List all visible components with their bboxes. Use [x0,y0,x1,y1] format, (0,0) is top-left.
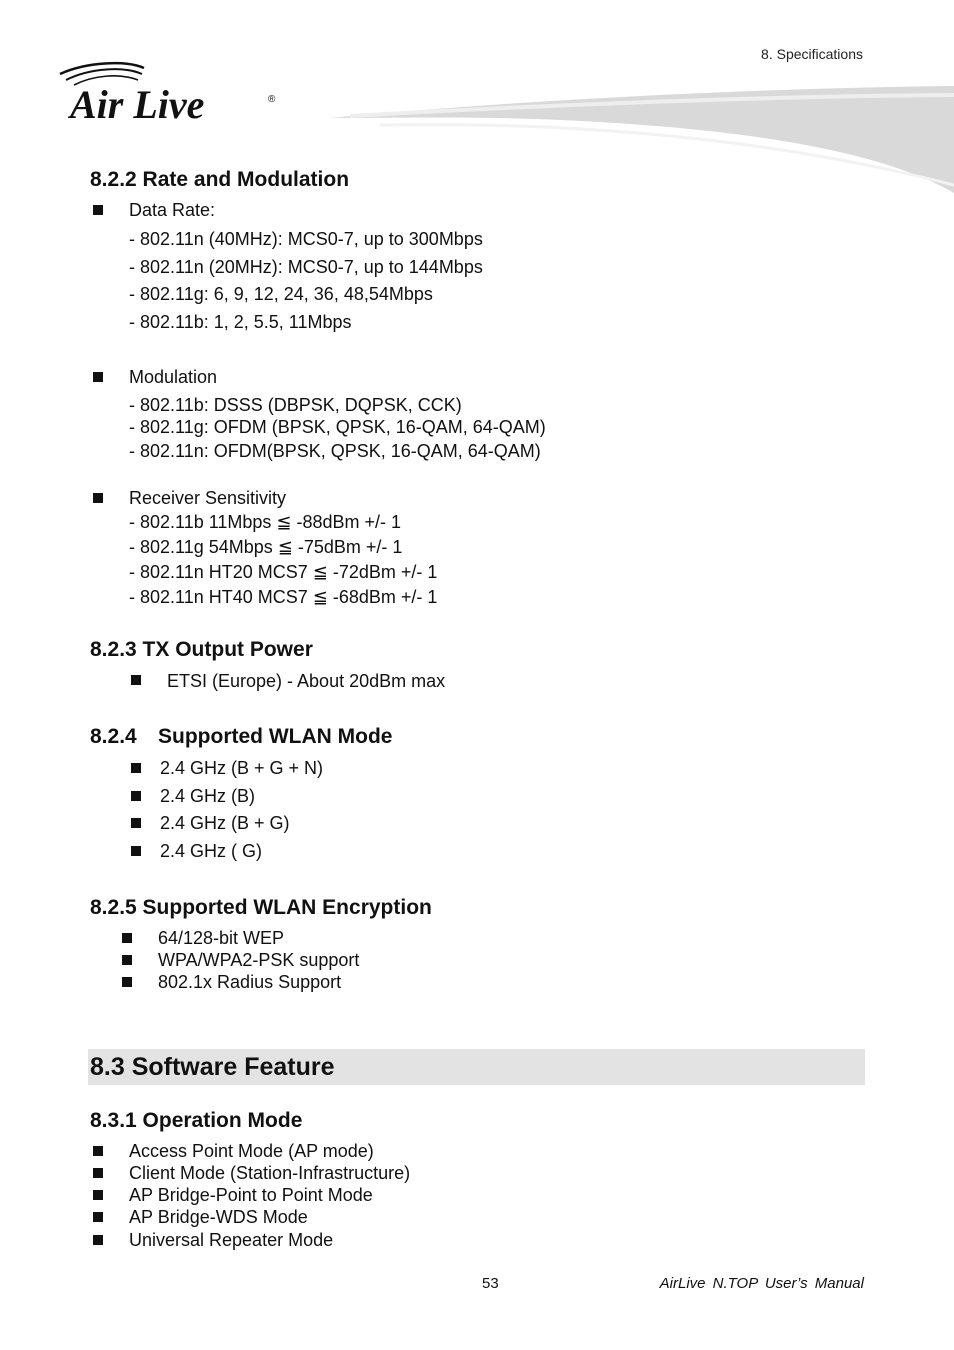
operation-mode-item: AP Bridge-WDS Mode [129,1207,308,1227]
bullet-square [122,955,132,965]
encryption-item: WPA/WPA2-PSK support [158,950,360,970]
modulation-item: - 802.11n: OFDM(BPSK, QPSK, 16-QAM, 64-QAM) [129,441,541,461]
data-rate-item: - 802.11n (40MHz): MCS0-7, up to 300Mbps [129,229,483,249]
data-rate-label: Data Rate: [129,200,216,220]
modulation-label: Modulation [129,367,218,387]
bullet-square [122,977,132,987]
operation-mode-item: Universal Repeater Mode [129,1230,334,1250]
sensitivity-label: Receiver Sensitivity [129,488,287,508]
sensitivity-item: - 802.11g 54Mbps ≦ -75dBm +/- 1 [129,537,403,557]
bullet-square [131,846,141,856]
encryption-item: 64/128-bit WEP [158,928,285,948]
sensitivity-item: - 802.11n HT40 MCS7 ≦ -68dBm +/- 1 [129,587,438,607]
heading-8-3-1: 8.3.1 Operation Mode [90,1109,303,1132]
modulation-item: - 802.11g: OFDM (BPSK, QPSK, 16-QAM, 64-QAM) [129,417,546,437]
bullet-square [93,1146,103,1156]
heading-8-2-4: Supported WLAN Mode [158,725,393,748]
modulation-item: - 802.11b: DSSS (DBPSK, DQPSK, CCK) [129,395,462,415]
bullet-square [122,933,132,943]
sensitivity-item: - 802.11n HT20 MCS7 ≦ -72dBm +/- 1 [129,562,438,582]
data-rate-item: - 802.11n (20MHz): MCS0-7, up to 144Mbps [129,257,483,277]
page-number: 53 [482,1275,499,1292]
data-rate-item: - 802.11g: 6, 9, 12, 24, 36, 48,54Mbps [129,284,433,304]
bullet-square [93,1190,103,1200]
logo-swoosh-icon [56,60,286,130]
bullet-square [93,1235,103,1245]
heading-8-2-3: 8.2.3 TX Output Power [90,638,313,661]
heading-8-2-2: 8.2.2 Rate and Modulation [90,168,350,191]
manual-title: AirLive N.TOP User’s Manual [659,1275,864,1292]
bullet-square [93,205,103,215]
logo-wordmark: Air Live [70,82,205,127]
wlan-mode-item: 2.4 GHz (B + G) [160,813,290,833]
registered-mark: ® [268,94,276,105]
heading-8-2-5: 8.2.5 Supported WLAN Encryption [90,896,432,919]
encryption-item: 802.1x Radius Support [158,972,342,992]
header-section-label: 8. Specifications [761,46,863,62]
operation-mode-item: AP Bridge-Point to Point Mode [129,1185,373,1205]
bullet-square [93,1212,103,1222]
wlan-mode-item: 2.4 GHz ( G) [160,841,263,861]
bullet-square [93,493,103,503]
data-rate-item: - 802.11b: 1, 2, 5.5, 11Mbps [129,312,352,332]
operation-mode-item: Access Point Mode (AP mode) [129,1141,374,1161]
wlan-mode-item: 2.4 GHz (B) [160,786,256,806]
bullet-square [131,818,141,828]
heading-8-2-4-number: 8.2.4 [90,725,137,748]
bullet-square [131,675,141,685]
airlive-logo [56,60,286,130]
sensitivity-item: - 802.11b 11Mbps ≦ -88dBm +/- 1 [129,512,402,532]
operation-mode-item: Client Mode (Station-Infrastructure) [129,1163,411,1183]
heading-8-3: 8.3 Software Feature [90,1053,335,1081]
bullet-square [131,791,141,801]
wlan-mode-item: 2.4 GHz (B + G + N) [160,758,324,778]
tx-power-item: ETSI (Europe) - About 20dBm max [167,671,446,691]
bullet-square [93,372,103,382]
bullet-square [93,1168,103,1178]
bullet-square [131,763,141,773]
